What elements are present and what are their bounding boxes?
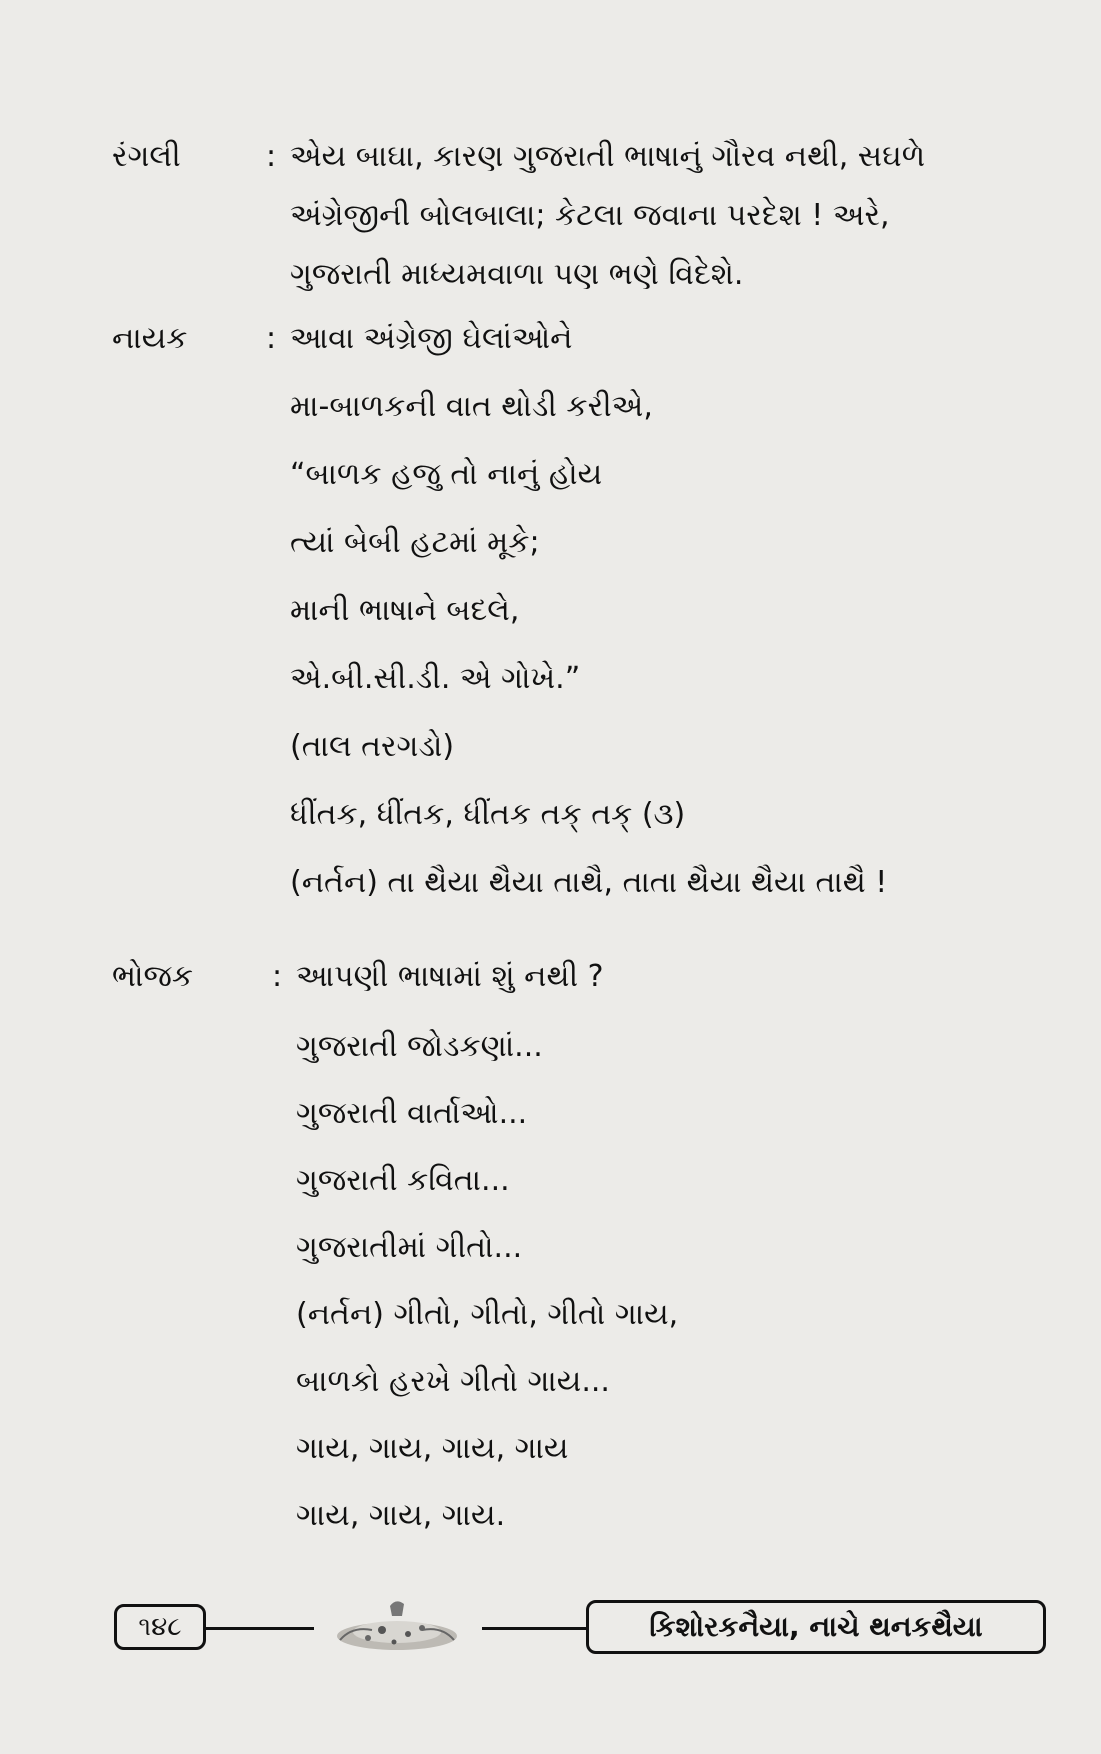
dialogue-line: આવા અંગ્રેજી ઘેલાંઓને [290, 321, 573, 356]
dialogue-line: એય બાઘા, કારણ ગુજરાતી ભાષાનું ગૌરવ નથી, સઘળે [290, 139, 926, 174]
dialogue-line: ગુજરાતીમાં ગીતો... [296, 1230, 523, 1265]
dialogue-line: એ.બી.સી.ડી. એ ગોખે.” [290, 661, 581, 696]
dialogue-line: ધીંતક, ધીંતક, ધીંતક તક્ તક્ (૩) [290, 797, 686, 832]
ornament-icon [312, 1596, 482, 1662]
dialogue-line: (નર્તન) ગીતો, ગીતો, ગીતો ગાય, [296, 1297, 679, 1332]
speaker-rangli: રંગલી [112, 139, 181, 174]
dialogue-line: ગુજરાતી કવિતા... [296, 1163, 510, 1198]
dialogue-line: “બાળક હજુ તો નાનું હોય [290, 457, 603, 492]
dialogue-line: ત્યાં બેબી હટમાં મૂકે; [290, 525, 540, 560]
dialogue-line: ગુજરાતી વાર્તાઓ... [296, 1096, 528, 1131]
speaker-colon: : [266, 321, 277, 356]
dialogue-line: આપણી ભાષામાં શું નથી ? [296, 959, 604, 994]
dialogue-line: ગાય, ગાય, ગાય. [296, 1498, 506, 1533]
speaker-nayak: નાયક [112, 321, 188, 356]
speaker-colon: : [272, 959, 283, 994]
dialogue-line: ગુજરાતી માધ્યમવાળા પણ ભણે વિદેશે. [290, 257, 744, 292]
dialogue-line: અંગ્રેજીની બોલબાલા; કેટલા જવાના પરદેશ ! અરે, [290, 198, 890, 233]
dialogue-line: (તાલ તરગડો) [290, 729, 455, 764]
dialogue-line: બાળકો હરખે ગીતો ગાય... [296, 1364, 610, 1399]
page-number: ૧૪૮ [114, 1604, 206, 1650]
page-footer [0, 1596, 1101, 1662]
dialogue-line: ગુજરાતી જોડકણાં... [296, 1029, 543, 1064]
speaker-bhojak: ભોજક [112, 959, 194, 994]
dialogue-line: (નર્તન) તા થૈયા થૈયા તાથૈ, તાતા થૈયા થૈયા તાથૈ ! [290, 865, 888, 900]
dialogue-line: માની ભાષાને બદલે, [290, 593, 520, 628]
speaker-colon: : [266, 139, 277, 174]
book-title: કિશોરકનૈયા, નાચે થનકથૈયા [586, 1600, 1046, 1654]
footer-rule-right [482, 1627, 586, 1630]
footer-rule-left [206, 1627, 314, 1630]
dialogue-line: મા-બાળકની વાત થોડી કરીએ, [290, 389, 653, 424]
dialogue-line: ગાય, ગાય, ગાય, ગાય [296, 1431, 569, 1466]
